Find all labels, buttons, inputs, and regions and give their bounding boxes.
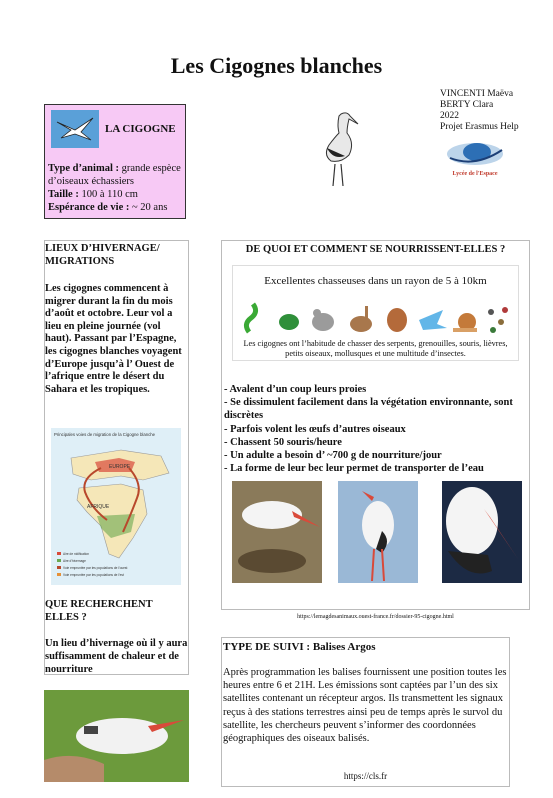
size-value: 100 à 110 cm (78, 189, 138, 200)
authors-block (440, 89, 519, 133)
standing-stork-photo (338, 481, 418, 583)
mouse-icon (312, 309, 334, 331)
feeding-section (221, 240, 530, 610)
migration-heading: LIEUX D’HIVERNAGE/ MIGRATIONS (45, 243, 160, 267)
migration-section (44, 240, 189, 675)
year-line: 2022 (440, 111, 459, 121)
size-line (48, 188, 185, 201)
tracking-source: https://cls.fr (343, 771, 388, 781)
map-legend-3: Voie empruntée par les populations de l'ouest (63, 566, 128, 570)
identity-card (44, 104, 186, 219)
stork-nest-photo (232, 481, 322, 583)
life-label: Espérance de vie : (48, 202, 130, 213)
fact-item: - Chassent 50 souris/heure (224, 436, 342, 448)
map-title: Principales voies de migration de la Cigogne blanche (54, 432, 156, 437)
map-label-europe: EUROPE (109, 464, 131, 470)
type-line (48, 162, 185, 188)
tracking-paragraph: Après programmation les balises fournissent une position toutes les heures entre 6 et 21H. Les émissions sont captées par l’un des six satellites contenant un récepteur argos. Ils transmettent les signaux reçus à des stations terrestres ainsi peu de temps après le survol du satellite, les chercheurs peuvent s’informer des coordonnées géographiques des oiseaux balisés. (223, 667, 507, 745)
map-legend-2: Aire d'hivernage (63, 559, 86, 563)
feeding-heading: DE QUOI ET COMMENT SE NOURRISSENT-ELLES ? (245, 244, 506, 255)
project-line: Projet Erasmus Help (440, 122, 519, 132)
fact-item: - Avalent d’un coup leurs proies (224, 384, 367, 395)
insects-icon (488, 307, 508, 333)
stork-drawing (313, 108, 363, 188)
life-value: ~ 20 ans (129, 202, 168, 213)
identity-lines (48, 162, 185, 214)
map-legend-1: Aire de nidification (63, 552, 90, 556)
hare-icon (350, 306, 372, 332)
page-title: Les Cigognes blanches (170, 53, 383, 78)
question-heading: QUE RECHERCHENT ELLES ? (45, 599, 153, 623)
author-line: VINCENTI Maëva (440, 89, 514, 99)
snake-icon (246, 304, 255, 332)
map-legend-4: Voie empruntée par les populations de l'est (63, 573, 124, 577)
map-label-afrique: AFRIQUE (87, 504, 110, 510)
frog-icon (279, 314, 299, 330)
hunting-caption: Les cigognes ont l’habitude de chasser des serpents, grenouilles, souris, lièvres, petits oiseaux, mollusques et une multitude d’insectes. (243, 339, 508, 358)
life-line (48, 201, 185, 214)
tracking-heading: TYPE DE SUIVI : Balises Argos (223, 641, 376, 653)
fact-item: - La forme de leur bec leur permet de transporter de l’eau (224, 463, 484, 475)
fact-item: - Un adulte a besoin d’ ~700 g de nourriture/jour (224, 450, 442, 462)
tagged-stork-photo (44, 690, 189, 782)
type-label: Type d’animal : (48, 163, 119, 174)
migration-paragraph: Les cigognes commencent à migrer durant la fin du mois d’août et octobre. Leur vol a lieu en pleine journée (vol haut). Passant par l’Espagne, les cigognes blanches voyagent d’Europe jusqu’à l’ Ouest de l’afrique entre le désert du Sahara et les tropiques. (45, 283, 182, 395)
tracking-section (221, 637, 510, 787)
hunting-box (232, 265, 519, 361)
identity-heading: LA CIGOGNE (105, 123, 176, 135)
fact-item: - Se dissimulent facilement dans la végétation environnante, sont discrètes (224, 397, 513, 422)
hunting-title: Excellentes chasseuses dans un rayon de 5 à 10km (264, 275, 487, 287)
question-answer: Un lieu d’hivernage où il y aura suffisamment de chaleur et de nourriture (45, 638, 188, 675)
author-line: BERTY Clara (440, 100, 494, 110)
bird-icon (419, 310, 447, 330)
snail-icon (453, 313, 477, 332)
hamster-icon (387, 308, 407, 332)
stork-portrait-photo (442, 481, 522, 583)
feeding-source: https://lemagdesanimaux.ouest-france.fr/dossier-95-cigogne.html (297, 614, 454, 620)
fact-item: - Parfois volent les œufs d’autres oiseaux (224, 423, 406, 435)
prey-icons (241, 302, 511, 336)
logo-label: Lycée de l'Espace (452, 171, 498, 177)
flying-stork-photo (51, 110, 99, 148)
feeding-facts (224, 383, 524, 475)
size-label: Taille : (48, 189, 79, 200)
type-value: grande espèce d’oiseaux échassiers (48, 163, 181, 187)
migration-map (51, 428, 181, 585)
